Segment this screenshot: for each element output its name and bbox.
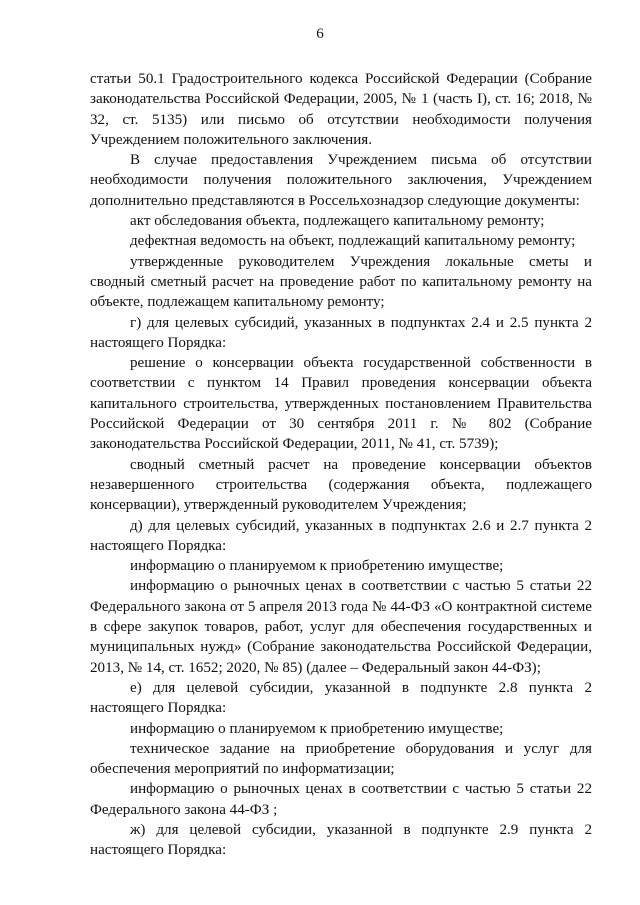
page-number: 6 [316,26,324,42]
paragraph: ж) для целевой субсидии, указанной в подпункте 2.9 пункта 2 настоящего Порядка: [90,821,592,859]
paragraph: информацию о рыночных ценах в соответствии с частью 5 статьи 22 Федерального закона 44-ФЗ ; [90,781,592,818]
paragraph: сводный сметный расчет на проведение консервации объектов незавершенного строительства (содержания объекта, подлежащего консервации), утвержденный руководителем Учреждения; [90,456,592,514]
paragraph: информацию о рыночных ценах в соответствии с частью 5 статьи 22 Федерального закона от 5 апреля 2013 года № 44-ФЗ «О контрактной системе в сфере закупок товаров, работ, услуг для обеспечения государственных и муниципальных нужд» (Собрание законодательства Российской Федерации, 2013, № 14, ст. 1652; 2020, № 85) (далее – Федеральный закон 44-ФЗ); [90,578,592,676]
paragraph: статьи 50.1 Градостроительного кодекса Российской Федерации (Собрание законодательства Российской Федерации, 2005, № 1 (часть I), ст. 16; 2018, № 32, ст. 5135) или письмо об отсутствии необходимости получения Учреждением положительного заключения. [90,71,592,148]
paragraph: утвержденные руководителем Учреждения локальные сметы и сводный сметный расчет на проведение работ по капитальному ремонту на объекте, подлежащем капитальному ремонту; [90,253,592,311]
paragraph: техническое задание на приобретение оборудования и услуг для обеспечения мероприятий по информатизации; [90,740,592,778]
paragraph: информацию о планируемом к приобретению имуществе; [130,720,504,737]
document-body [90,69,592,861]
paragraph: В случае предоставления Учреждением письма об отсутствии необходимости получения положительного заключения, Учреждением дополнительно представляются в Россельхознадзор следующие документы: [90,152,592,209]
paragraph: информацию о планируемом к приобретению имуществе; [130,558,504,575]
paragraph: е) для целевой субсидии, указанной в подпункте 2.8 пункта 2 настоящего Порядка: [90,679,592,717]
paragraph: акт обследования объекта, подлежащего капитальному ремонту; [130,213,545,230]
paragraph: д) для целевых субсидий, указанных в подпунктах 2.6 и 2.7 пункта 2 настоящего Порядка: [90,517,592,554]
paragraph: решение о консервации объекта государственной собственности в соответствии с пунктом 14 Правил проведения консервации объекта капитального строительства, утвержденных постановлением Правительства Российской Федерации от 30 сентября 2011 г. № 802 (Собрание законодательства Российской Федерации, 2011, № 41, ст. 5739); [90,355,592,453]
paragraph: дефектная ведомость на объект, подлежащий капитальному ремонту; [130,233,576,250]
paragraph: г) для целевых субсидий, указанных в подпунктах 2.4 и 2.5 пункта 2 настоящего Порядка: [90,314,592,351]
